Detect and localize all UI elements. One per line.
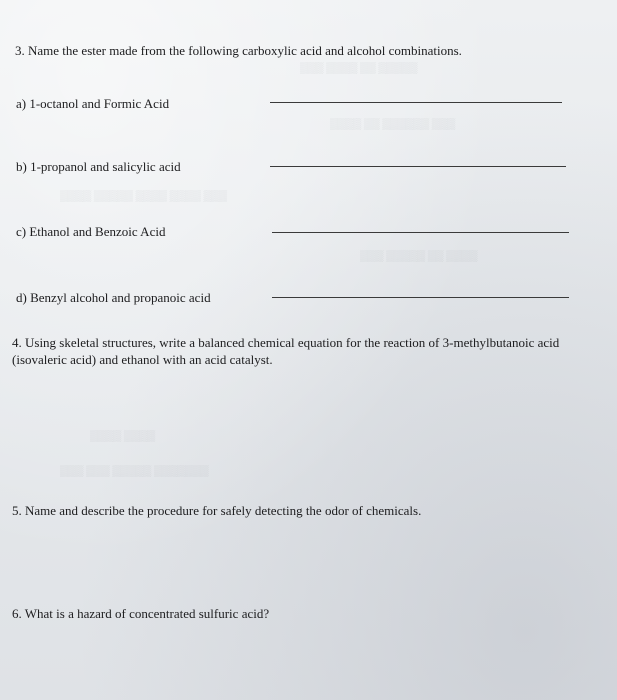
question-3c-prompt: c) Ethanol and Benzoic Acid (16, 224, 166, 239)
answer-line-3d[interactable] (272, 297, 569, 298)
answer-line-3b[interactable] (270, 166, 566, 167)
question-3d-prompt: d) Benzyl alcohol and propanoic acid (16, 290, 211, 305)
show-through-texture: ▒▒▒ ▒▒▒▒ ▒▒ ▒▒▒▒▒ (300, 62, 418, 74)
question-3b-prompt: b) 1-propanol and salicylic acid (16, 159, 181, 174)
show-through-texture: ▒▒▒▒ ▒▒▒▒ (90, 430, 156, 442)
question-5-prompt: 5. Name and describe the procedure for safely detecting the odor of chemicals. (12, 503, 422, 518)
answer-line-3c[interactable] (272, 232, 569, 233)
answer-line-3a[interactable] (270, 102, 562, 103)
show-through-texture: ▒▒▒ ▒▒▒ ▒▒▒▒▒ ▒▒▒▒▒▒▒ (60, 465, 209, 477)
question-6-prompt: 6. What is a hazard of concentrated sulfuric acid? (12, 606, 270, 621)
question-4-prompt: 4. Using skeletal structures, write a balanced chemical equation for the reaction of 3-methylbutanoic acid (isovaleric acid) and ethanol with an acid catalyst. (12, 335, 560, 367)
show-through-texture: ▒▒▒▒ ▒▒ ▒▒▒▒▒▒ ▒▒▒ (330, 118, 456, 130)
show-through-texture: ▒▒▒ ▒▒▒▒▒ ▒▒ ▒▒▒▒ (360, 250, 478, 262)
question-3a-prompt: a) 1-octanol and Formic Acid (16, 96, 170, 111)
show-through-texture: ▒▒▒▒ ▒▒▒▒▒ ▒▒▒▒ ▒▒▒▒ ▒▒▒ (60, 190, 227, 202)
question-3-prompt: 3. Name the ester made from the following carboxylic acid and alcohol combinations. (15, 43, 462, 58)
